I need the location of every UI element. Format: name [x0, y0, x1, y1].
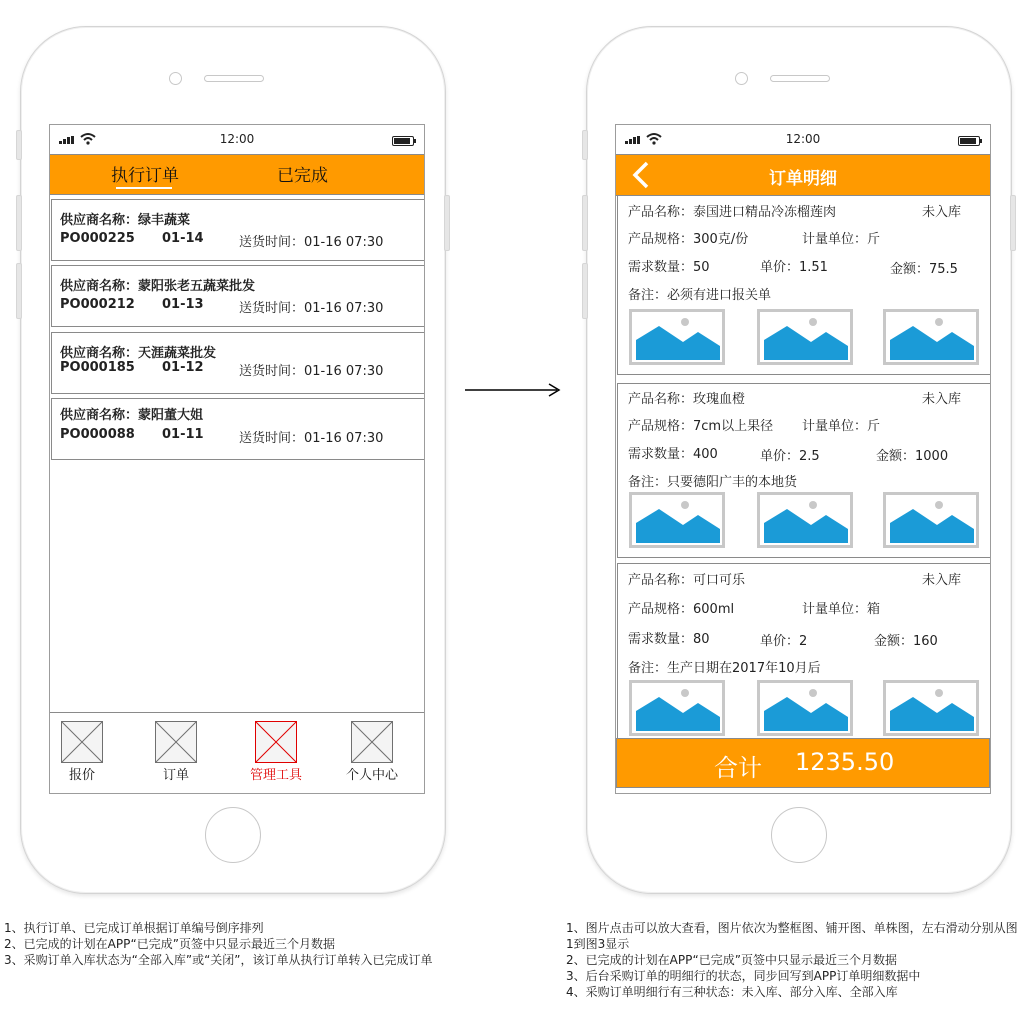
required-quantity: 需求数量：80	[628, 632, 710, 647]
line-amount: 金额：160	[874, 634, 938, 649]
note-line: 2、已完成的计划在APP“已完成”页签中只显示最近三个月数据	[566, 953, 897, 967]
delivery-time: 送货时间：01-16 07:30	[239, 301, 384, 316]
order-card[interactable]	[51, 332, 425, 394]
title-bar	[616, 154, 990, 196]
image-placeholder-icon[interactable]	[883, 492, 979, 548]
required-quantity: 需求数量：50	[628, 260, 710, 275]
product-name: 产品名称：泰国进口精品冷冻榴莲肉	[628, 205, 837, 220]
unit-price: 单价：2	[760, 634, 808, 649]
power-button	[444, 195, 450, 251]
image-placeholder-icon[interactable]	[629, 492, 725, 548]
nav-label: 个人中心	[345, 768, 398, 783]
total-amount: 1235.50	[795, 748, 895, 776]
placeholder-icon	[61, 721, 103, 763]
home-button[interactable]	[771, 807, 827, 863]
active-tab-indicator	[116, 187, 172, 189]
order-total-bar	[616, 738, 990, 788]
stock-status-badge: 未入库	[922, 205, 962, 220]
product-name: 产品名称：玫瑰血橙	[628, 392, 746, 407]
nav-label: 报价	[68, 768, 95, 783]
order-number: PO000212	[60, 297, 135, 312]
order-detail-screen	[615, 124, 991, 794]
mute-switch	[16, 130, 22, 160]
product-spec: 产品规格：7cm以上果径	[628, 419, 774, 434]
image-placeholder-icon[interactable]	[883, 309, 979, 365]
page-title: 订单明细	[769, 169, 837, 189]
note-line: 1、图片点击可以放大查看，图片依次为整框图、铺开图、单株图，左右滑动分别从图1到图3显示	[566, 921, 1018, 951]
volume-up-button	[582, 195, 588, 251]
status-time: 12:00	[785, 132, 821, 146]
image-placeholder-icon[interactable]	[629, 309, 725, 365]
line-amount: 金额：75.5	[890, 262, 958, 277]
order-number: PO000088	[60, 427, 135, 442]
total-label: 合计	[714, 754, 762, 782]
home-button[interactable]	[205, 807, 261, 863]
order-line-item	[617, 563, 991, 740]
order-card[interactable]	[51, 265, 425, 327]
unit-price: 单价：2.5	[760, 449, 820, 464]
unit-of-measure: 计量单位：斤	[802, 419, 881, 434]
battery-icon	[958, 136, 980, 146]
nav-management-tools[interactable]	[241, 721, 311, 783]
right-requirement-notes	[566, 920, 1024, 1000]
note-line: 3、采购订单入库状态为“全部入库”或“关闭”，该订单从执行订单转入已完成订单	[4, 953, 433, 967]
volume-down-button	[16, 263, 22, 319]
image-placeholder-icon[interactable]	[757, 680, 853, 736]
order-date: 01-14	[162, 231, 204, 246]
tab-completed[interactable]: 已完成	[277, 166, 328, 186]
volume-up-button	[16, 195, 22, 251]
status-time: 12:00	[219, 132, 255, 146]
product-spec: 产品规格：600ml	[628, 602, 735, 617]
order-card[interactable]	[51, 398, 425, 460]
stock-status-badge: 未入库	[922, 392, 962, 407]
unit-of-measure: 计量单位：斤	[802, 232, 881, 247]
left-requirement-notes	[4, 920, 459, 968]
tab-executing-orders[interactable]: 执行订单	[111, 166, 179, 186]
note-line: 2、已完成的计划在APP“已完成”页签中只显示最近三个月数据	[4, 937, 335, 951]
order-line-item	[617, 383, 991, 558]
bottom-nav	[50, 712, 424, 793]
nav-personal-center[interactable]	[337, 721, 407, 783]
nav-quote[interactable]	[49, 721, 117, 783]
arrow-right-icon	[465, 382, 561, 398]
nav-orders[interactable]	[141, 721, 211, 783]
required-quantity: 需求数量：400	[628, 447, 718, 462]
earpiece-speaker	[204, 75, 264, 82]
image-placeholder-icon[interactable]	[883, 680, 979, 736]
order-line-item	[617, 195, 991, 375]
placeholder-icon	[351, 721, 393, 763]
order-date: 01-11	[162, 427, 204, 442]
battery-icon	[392, 136, 414, 146]
status-bar	[616, 125, 990, 154]
status-bar	[50, 125, 424, 154]
stock-status-badge: 未入库	[922, 573, 962, 588]
note-line: 3、后台采购订单的明细行的状态，同步回写到APP订单明细数据中	[566, 969, 921, 983]
order-list-screen	[49, 124, 425, 794]
order-date: 01-13	[162, 297, 204, 312]
remark: 备注：必须有进口报关单	[628, 288, 772, 303]
power-button	[1010, 195, 1016, 251]
nav-label: 管理工具	[249, 768, 302, 783]
order-date: 01-12	[162, 360, 204, 375]
front-camera	[735, 72, 748, 85]
note-line: 1、执行订单、已完成订单根据订单编号倒序排列	[4, 921, 264, 935]
image-placeholder-icon[interactable]	[757, 309, 853, 365]
image-placeholder-icon[interactable]	[757, 492, 853, 548]
mute-switch	[582, 130, 588, 160]
nav-label: 订单	[162, 768, 189, 783]
placeholder-icon	[155, 721, 197, 763]
supplier-name: 供应商名称：绿丰蔬菜	[60, 213, 191, 228]
remark: 备注：只要德阳广丰的本地货	[628, 475, 798, 490]
remark: 备注：生产日期在2017年10月后	[628, 661, 821, 676]
image-placeholder-icon[interactable]	[629, 680, 725, 736]
supplier-name: 供应商名称：蒙阳张老五蔬菜批发	[60, 279, 256, 294]
supplier-name: 供应商名称：蒙阳董大姐	[60, 408, 204, 423]
delivery-time: 送货时间：01-16 07:30	[239, 364, 384, 379]
right-phone-frame	[586, 26, 1012, 894]
earpiece-speaker	[770, 75, 830, 82]
left-phone-frame	[20, 26, 446, 894]
volume-down-button	[582, 263, 588, 319]
unit-of-measure: 计量单位：箱	[802, 602, 881, 617]
note-line: 4、采购订单明细行有三种状态：未入库、部分入库、全部入库	[566, 985, 898, 999]
order-tabs	[50, 154, 424, 195]
supplier-name: 供应商名称：天涯蔬菜批发	[60, 346, 217, 361]
delivery-time: 送货时间：01-16 07:30	[239, 235, 384, 250]
product-name: 产品名称：可口可乐	[628, 573, 746, 588]
line-amount: 金额：1000	[876, 449, 949, 464]
placeholder-icon	[255, 721, 297, 763]
order-number: PO000185	[60, 360, 135, 375]
order-card[interactable]	[51, 199, 425, 261]
front-camera	[169, 72, 182, 85]
unit-price: 单价：1.51	[760, 260, 828, 275]
order-number: PO000225	[60, 231, 135, 246]
delivery-time: 送货时间：01-16 07:30	[239, 431, 384, 446]
product-spec: 产品规格：300克/份	[628, 232, 749, 247]
